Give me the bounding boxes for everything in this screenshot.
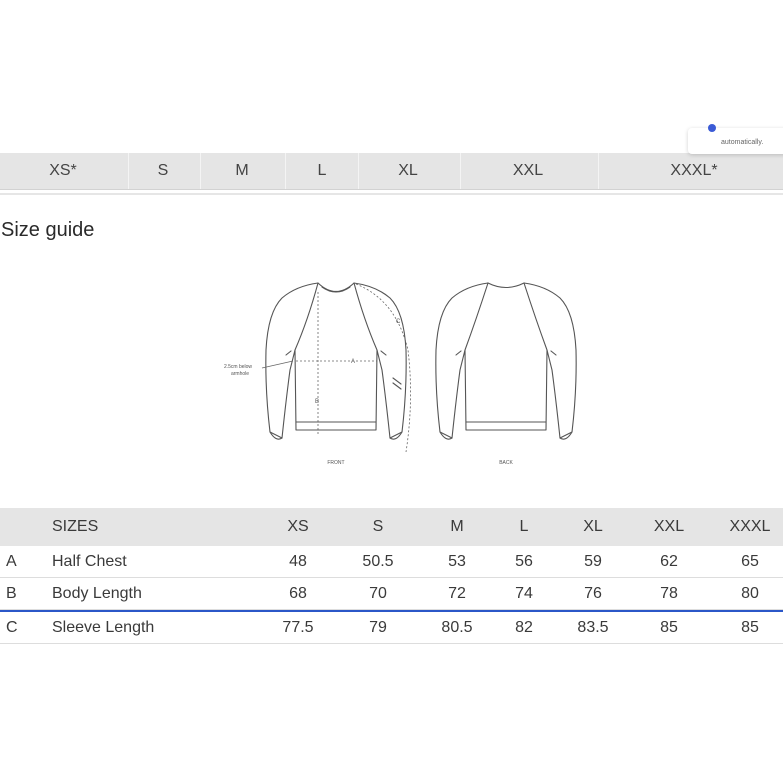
header-size-m: M [450,518,464,535]
row-key: B [6,584,17,602]
cell-value: 85 [741,618,759,636]
cell-value: 59 [584,552,602,570]
measure-b-label: B [315,399,320,405]
size-separator [460,153,461,189]
toast-indicator-icon [708,124,716,132]
row-key: A [6,552,17,570]
size-option-m[interactable]: M [235,162,249,179]
row-label: Sleeve Length [52,618,155,636]
back-label: BACK [499,460,513,466]
size-separator [128,153,129,189]
table-row [0,546,783,578]
cell-value: 80.5 [441,618,473,636]
toast-text: automatically. [721,139,764,146]
header-size-xl: XL [583,518,603,535]
size-option-xxl[interactable]: XXL [512,162,544,179]
cell-value: 74 [515,584,533,602]
size-separator [285,153,286,189]
cell-value: 56 [515,552,533,570]
divider [0,193,783,195]
back-garment-icon [436,283,576,439]
note-leader-line [262,361,293,368]
table-row [0,610,783,644]
size-guide-title: Size guide [1,219,95,241]
cell-value: 48 [289,552,307,570]
toast-notification [688,128,783,154]
table-header-row [0,508,783,546]
cell-value: 53 [448,552,466,570]
size-option-xs[interactable]: XS* [49,162,77,179]
note-line-1: 2.5cm below [223,364,253,370]
size-separator [358,153,359,189]
cell-value: 77.5 [282,618,314,636]
size-option-xxxl[interactable]: XXXL* [670,162,718,179]
row-key: C [6,618,18,636]
cell-value: 62 [660,552,678,570]
table-row [0,578,783,610]
cell-value: 79 [369,618,387,636]
header-label: SIZES [52,518,99,535]
cell-value: 50.5 [362,552,394,570]
cell-value: 78 [660,584,678,602]
size-separator [200,153,201,189]
header-size-s: S [372,518,384,535]
header-size-l: L [519,518,529,535]
size-table [0,508,783,644]
size-option-s[interactable]: S [157,162,169,179]
measure-c-label: C [396,319,401,325]
header-size-xxl: XXL [653,518,685,535]
cell-value: 80 [741,584,759,602]
header-size-xxxl: XXXL [729,518,771,535]
cell-value: 70 [369,584,387,602]
cell-value: 82 [515,618,533,636]
size-selector-bar [0,153,783,190]
size-separator [598,153,599,189]
size-option-xl[interactable]: XL [398,162,418,179]
front-label: FRONT [327,460,345,466]
note-line-2: armhole [230,371,250,377]
sweatshirt-diagram [200,270,600,475]
cell-value: 72 [448,584,466,602]
cell-value: 68 [289,584,307,602]
measure-a-label: A [351,359,356,365]
size-option-l[interactable]: L [317,162,327,179]
header-size-xs: XS [287,518,309,535]
cell-value: 65 [741,552,759,570]
cell-value: 76 [584,584,602,602]
cell-value: 83.5 [577,618,609,636]
row-label: Body Length [52,584,142,602]
row-label: Half Chest [52,552,127,570]
cell-value: 85 [660,618,678,636]
